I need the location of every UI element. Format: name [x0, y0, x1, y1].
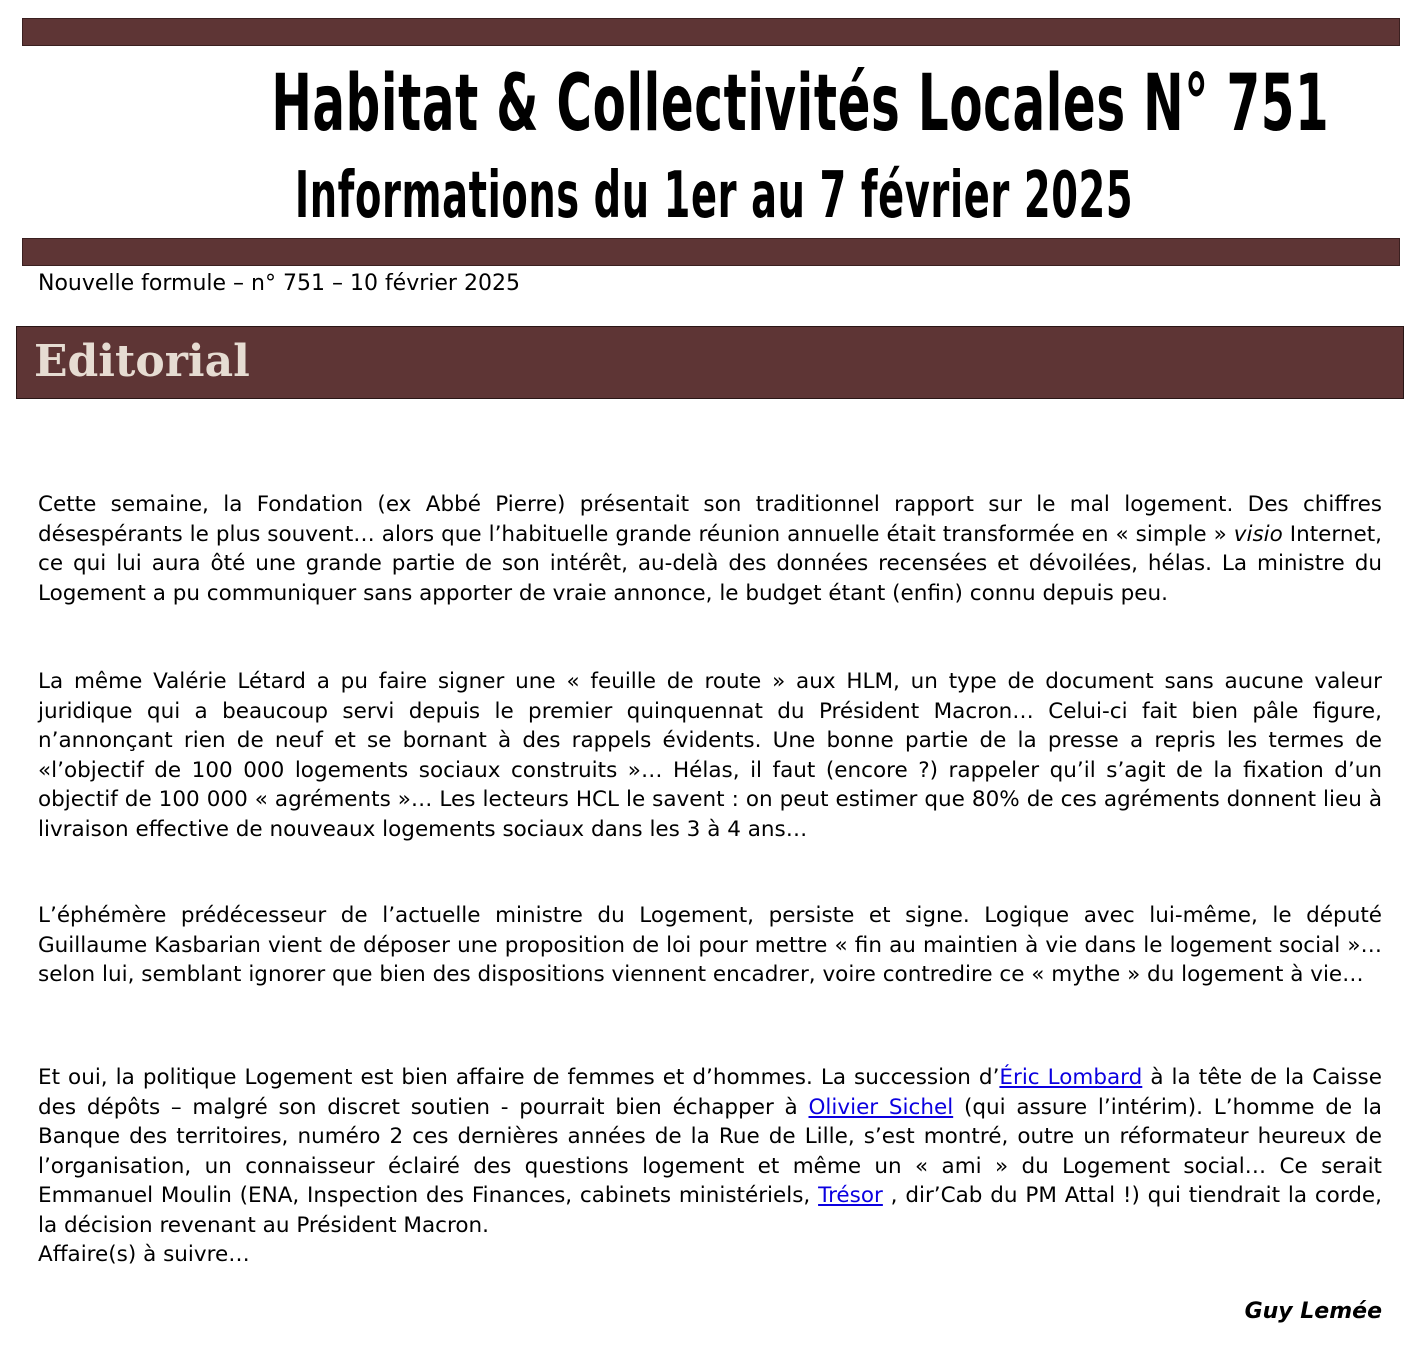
edition-line: Nouvelle formule – n° 751 – 10 février 2025 — [38, 271, 520, 296]
link-olivier-sichel[interactable]: Olivier Sichel — [808, 1094, 954, 1120]
newsletter-subtitle: Informations du 1er au 7 février 2025 — [294, 159, 1134, 233]
section-header-editorial — [16, 326, 1404, 399]
link-tresor[interactable]: Trésor — [818, 1183, 883, 1208]
editorial-paragraph-1 — [38, 490, 1382, 608]
newsletter-title: Habitat & Collectivités Locales N° 751 — [271, 59, 1330, 149]
paragraph-text: à la tête de la Caisse des dépôts – malgré son discret soutien - pourrait bien échapper à — [38, 1065, 1382, 1120]
paragraph-text: Internet, ce qui lui aura ôté une grande partie de son intérêt, au-delà des données recensées et dévoilées, hélas. La ministre du Logement a pu communiquer sans apporter de vraie annonce, le budget étant (enfin) connu depuis peu. — [38, 521, 1382, 606]
paragraph-text: , dir’Cab du PM Attal !) qui tiendrait la corde, la décision revenant au Président Macron. — [38, 1183, 1382, 1238]
paragraph-text: (qui assure l’intérim). L’homme de la Banque des territoires, numéro 2 ces dernières années de la Rue de Lille, s’est montré, outre un réformateur heureux de l’organisation, un connaisseur éclairé des questions logement et même un « ami » du Logement social… Ce serait Emmanuel Moulin (ENA, Inspection des Finances, cabinets ministériels, — [38, 1094, 1382, 1208]
editorial-paragraph-3: L’éphémère prédécesseur de l’actuelle ministre du Logement, persiste et signe. Logique avec lui-même, le député Guillaume Kasbarian vient de déposer une proposition de loi pour mettre « fin au maintien à vie dans le logement social »… selon lui, semblant ignorer que bien des dispositions viennent encadrer, voire contredire ce « mythe » du logement à vie… — [38, 903, 1382, 987]
author-signature: Guy Lemée — [1244, 1299, 1382, 1324]
section-title: Editorial — [34, 336, 250, 387]
link-eric-lombard[interactable]: Éric Lombard — [999, 1065, 1143, 1090]
header-bottom-bar — [22, 238, 1400, 266]
paragraph-italic-text: visio — [1233, 521, 1283, 547]
header-top-bar — [22, 18, 1400, 46]
paragraph-text: Et oui, la politique Logement est bien affaire de femmes et d’hommes. La succession d’ — [38, 1065, 1000, 1090]
editorial-paragraph-4 — [38, 1063, 1382, 1270]
paragraph-closing-text: Affaire(s) à suivre… — [38, 1242, 250, 1267]
paragraph-text: Cette semaine, la Fondation (ex Abbé Pierre) présentait son traditionnel rapport sur le mal logement. Des chiffres désespérants le plus souvent… alors que l’habituelle grande réunion annuelle était transformée en « simple » — [38, 492, 1382, 547]
editorial-paragraph-2: La même Valérie Létard a pu faire signer une « feuille de route » aux HLM, un type de document sans aucune valeur juridique qui a beaucoup servi depuis le premier quinquennat du Président Macron… Celui-ci fait bien pâle figure, n’annonçant rien de neuf et se bornant à des rappels évidents. Une bonne partie de la presse a repris les termes de «l’objectif de 100 000 logements sociaux construits »… Hélas, il faut (encore ?) rappeler qu’il s’agit de la fixation d’un objectif de 100 000 « agréments »… Les lecteurs HCL le savent : on peut estimer que 80% de ces agréments donnent lieu à livraison effective de nouveaux logements sociaux dans les 3 à 4 ans… — [38, 669, 1382, 842]
